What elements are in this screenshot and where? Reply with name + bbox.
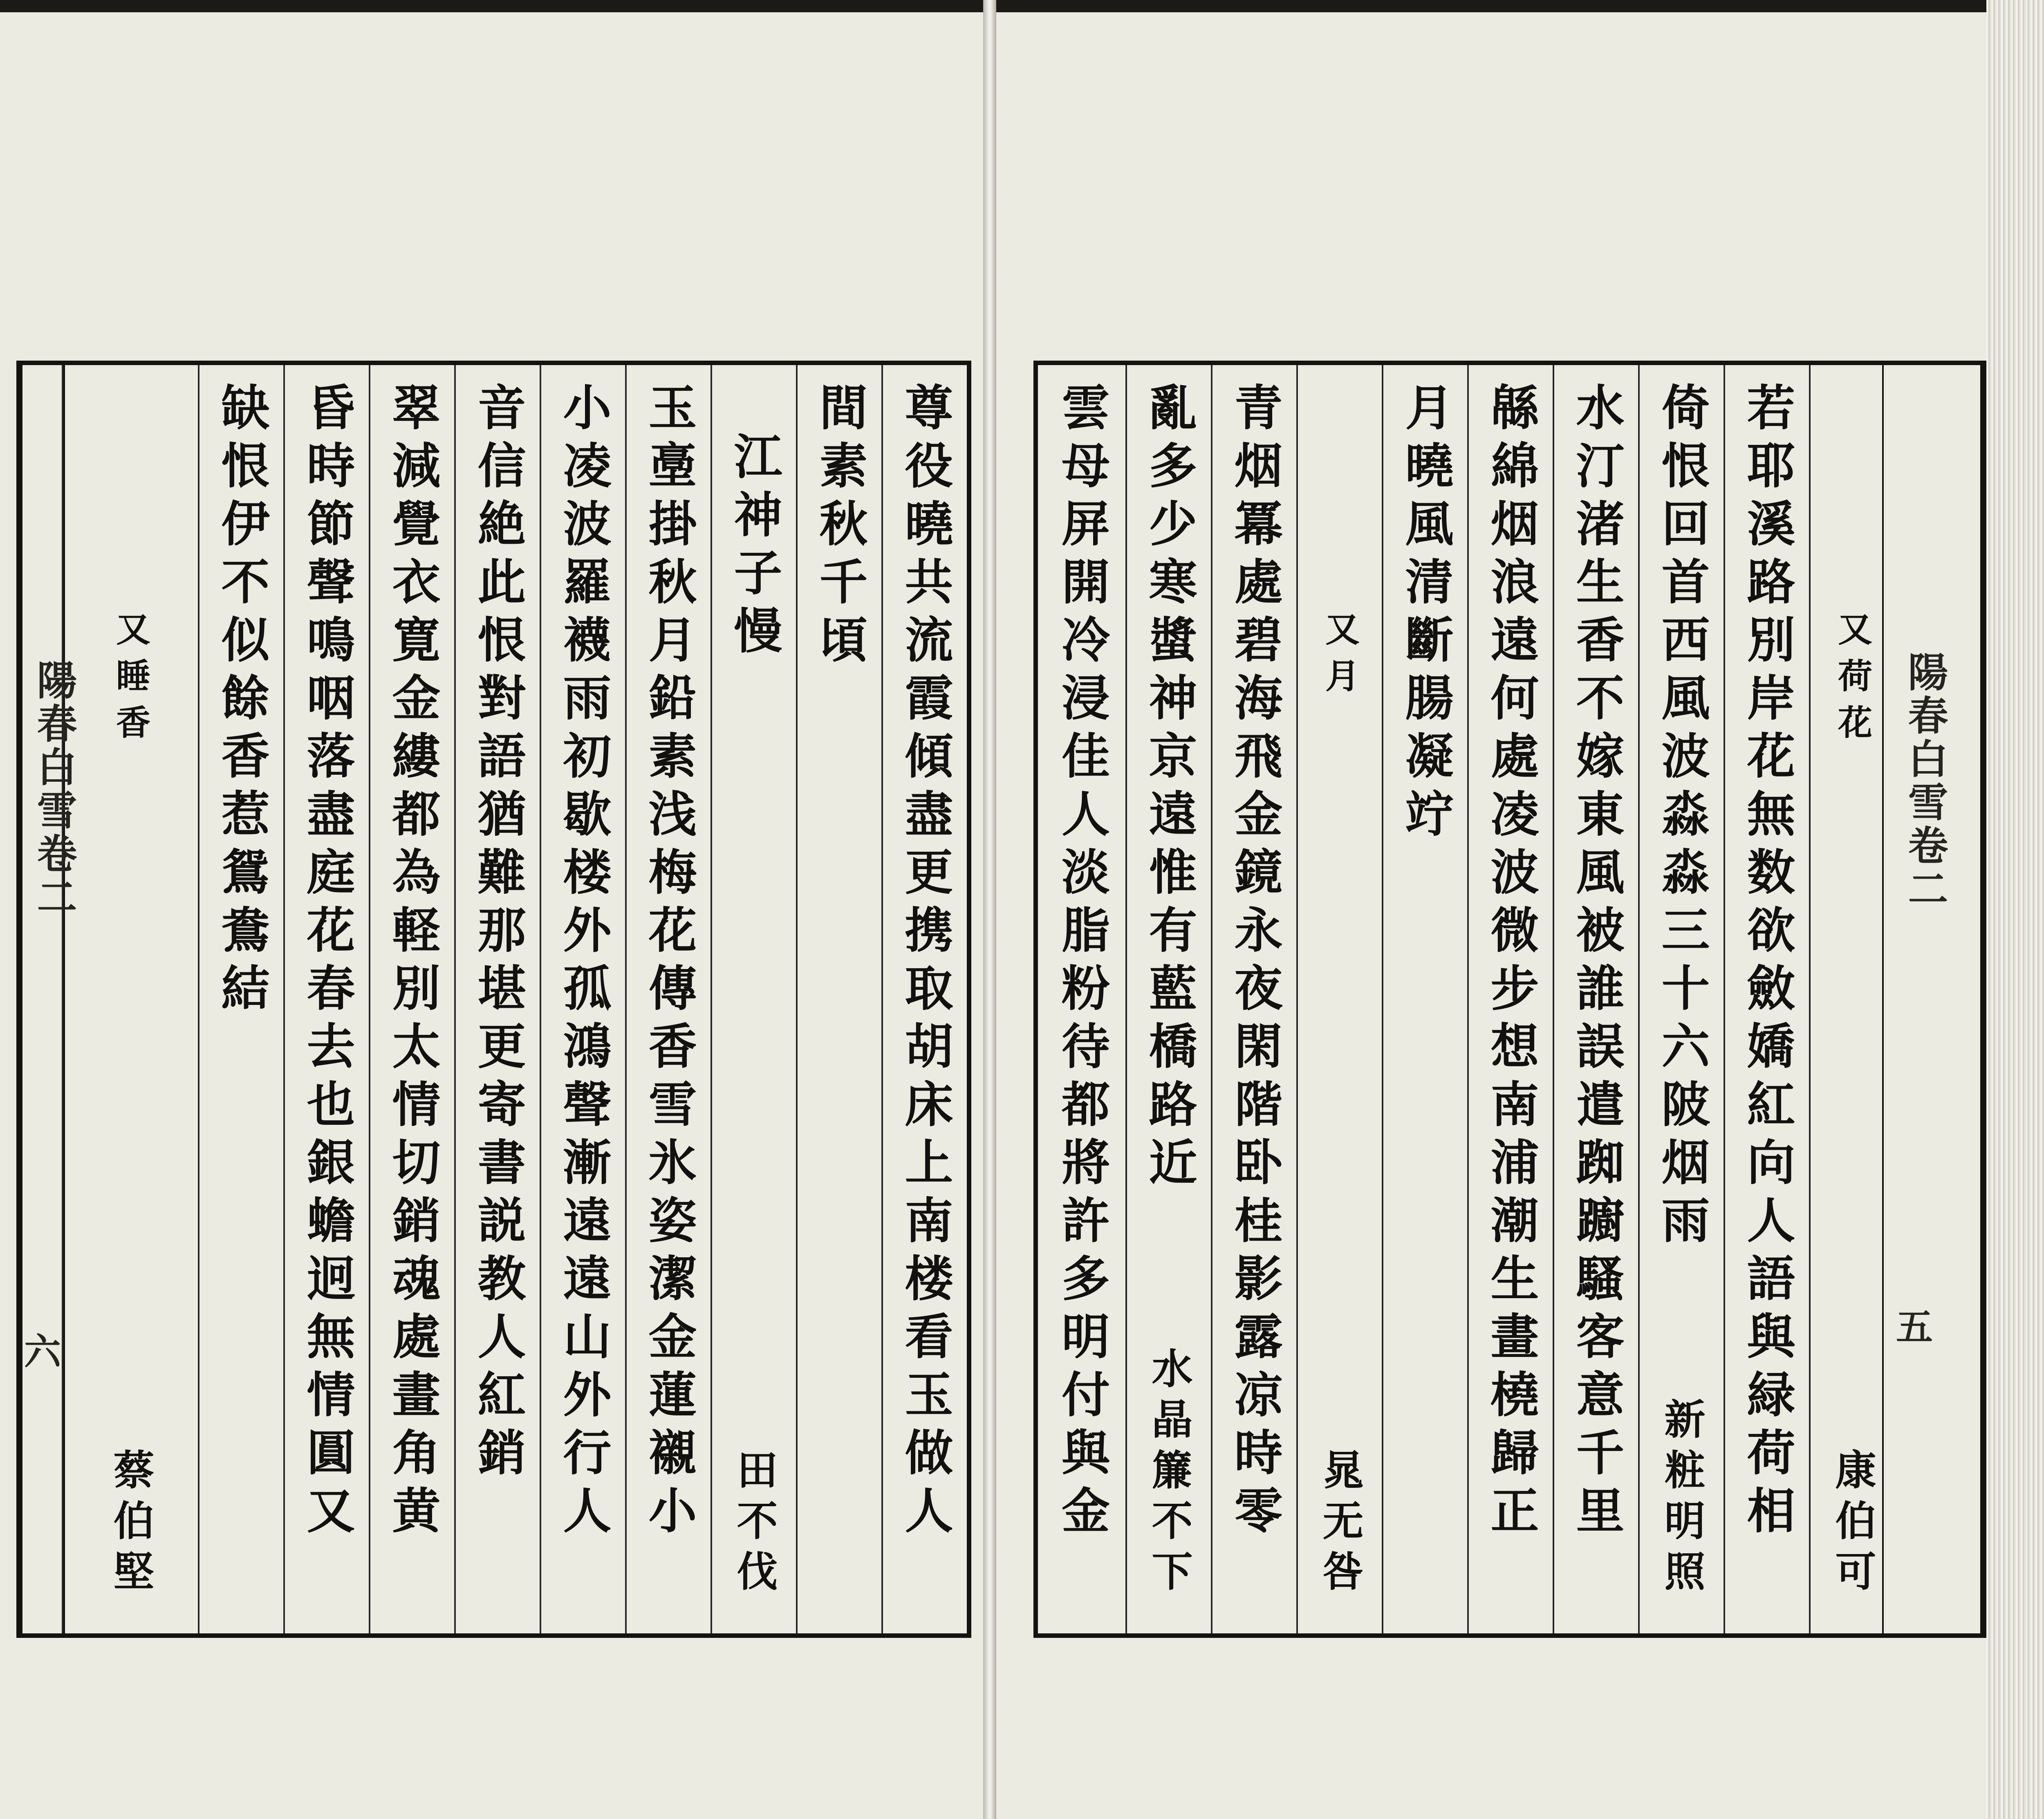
right-column-3 [1638,365,1724,1633]
annotation-text: 水晶簾不下 [1145,1347,1193,1601]
left-column-6 [454,365,540,1633]
left-column-3 [710,365,796,1633]
left-spine-title: 陽春白雪卷二 [30,659,77,920]
right-spine-page-number: 五 [1896,1305,1933,1349]
left-column-10 [62,365,198,1633]
tune-title: 又睡香 [110,611,151,751]
left-column-9 [198,365,283,1633]
right-spine-title: 陽春白雪卷二 [1901,651,1948,911]
right-column-1 [1809,365,1894,1633]
left-column-1 [881,365,967,1633]
author-name: 田不伐 [730,1449,778,1601]
left-column-7 [369,365,454,1633]
column-text: 緜綿烟浪遠何處凌波微步想南浦潮生畫橈歸正 [1482,382,1540,1543]
column-text: 雲母屏開冷浸佳人淡脂粉待都將許多明付與金 [1053,382,1110,1543]
right-text-frame [1033,361,1986,1638]
left-text-frame [16,361,971,1638]
left-column-2 [796,365,881,1633]
column-text: 玉㙜掛秋月鉛素浅梅花傳香雪氷姿潔金蓮襯小 [640,382,697,1543]
right-column-5 [1467,365,1553,1633]
author-name: 蔡伯堅 [106,1449,155,1601]
column-text: 青烟冪處碧海飛金鏡永夜閑階卧桂影露凉時零 [1226,382,1283,1543]
author-name: 晁无咎 [1316,1449,1364,1601]
column-text: 翠減覺衣寛金縷都為軽別太情切銷魂處畫角黄 [384,382,441,1543]
right-spine-column [1882,365,1982,1633]
column-text: 間素秋千頃 [811,382,868,673]
right-column-6 [1382,365,1467,1633]
left-column-4 [625,365,710,1633]
column-text: 亂多少寒螿神京遠惟有藍橋路近 [1141,382,1198,1195]
column-text: 倚恨回首西風波淼淼三十六陂烟雨 [1653,382,1710,1253]
right-column-9 [1125,365,1211,1633]
column-text: 水汀渚生香不嫁東風被誰誤遣踟躕騷客意千里 [1568,382,1625,1543]
right-column-7 [1296,365,1382,1633]
left-column-8 [283,365,369,1633]
annotation-text: 新粧明照 [1657,1398,1706,1601]
column-text: 月曉風清斷腸凝竚 [1397,382,1454,847]
tune-title: 又荷花 [1832,611,1873,751]
tune-title: 江神子慢 [726,431,783,664]
book-gutter [983,0,996,1819]
right-column-8 [1211,365,1296,1633]
page-edges [1986,0,2044,1819]
column-text: 若耶溪路別岸花無数欲斂嬌紅向人語與緑荷相 [1739,382,1796,1543]
column-text: 缺恨伊不似餘香惹鴛鴦結 [213,382,270,1021]
right-column-4 [1553,365,1638,1633]
author-name: 康伯可 [1828,1449,1877,1601]
column-text: 音信絶此恨對語猶難那堪更寄書説教人紅銷 [469,382,527,1485]
right-column-2 [1724,365,1809,1633]
column-text: 尊役曉共流霞傾盡更携取胡床上南楼看玉做人 [896,382,954,1543]
left-column-5 [540,365,625,1633]
left-spine-page-number: 六 [24,1330,61,1373]
column-text: 昏時節聲鳴咽落盡庭花春去也銀蟾迥無情圓又 [298,382,356,1543]
tune-title: 又月 [1320,611,1360,704]
left-spine-column [21,365,77,1633]
right-column-10 [1038,365,1125,1633]
column-text: 小凌波羅襪雨初歇楼外孤鴻聲漸遠遠山外行人 [555,382,612,1543]
